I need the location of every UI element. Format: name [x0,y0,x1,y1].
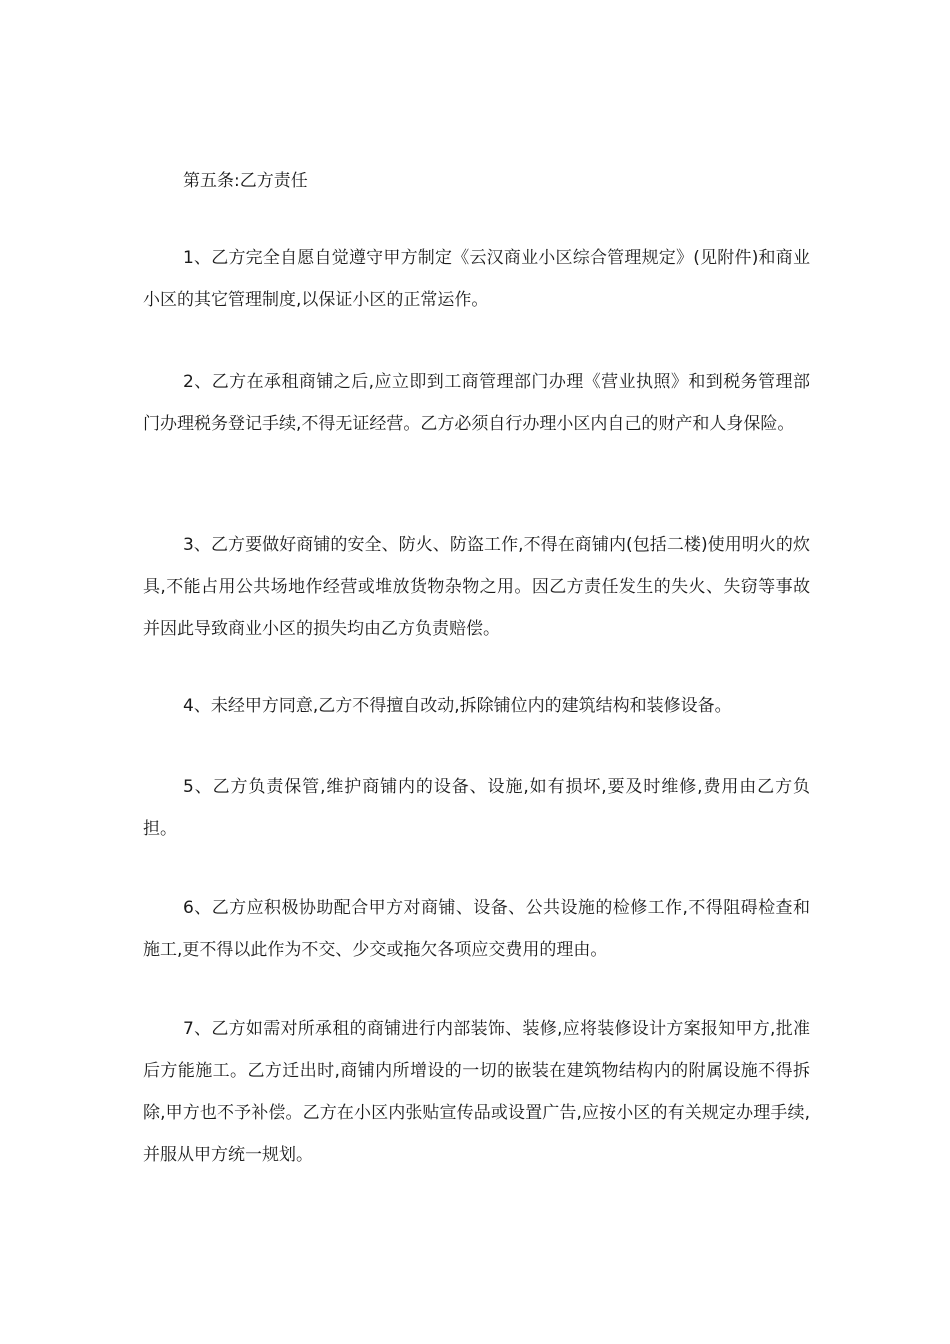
clause-paragraph-3: 3、乙方要做好商铺的安全、防火、防盗工作,不得在商铺内(包括二楼)使用明火的炊具,不能占用公共场地作经营或堆放货物杂物之用。因乙方责任发生的失火、失窃等事故并因此导致商业小区的损失均由乙方负责赔偿。 [143,535,810,639]
clause-paragraph-6: 6、乙方应积极协助配合甲方对商铺、设备、公共设施的检修工作,不得阻碍检查和施工,更不得以此作为不交、少交或拖欠各项应交费用的理由。 [143,898,810,960]
clause-paragraph-7: 7、乙方如需对所承租的商铺进行内部装饰、装修,应将装修设计方案报知甲方,批准后方能施工。乙方迁出时,商铺内所增设的一切的嵌装在建筑物结构内的附属设施不得拆除,甲方也不予补偿。乙方在小区内张贴宣传品或设置广告,应按小区的有关规定办理手续,并服从甲方统一规划。 [143,1019,810,1165]
clause-paragraph-1: 1、乙方完全自愿自觉遵守甲方制定《云汉商业小区综合管理规定》(见附件)和商业小区的其它管理制度,以保证小区的正常运作。 [143,248,810,310]
clause-paragraph-2: 2、乙方在承租商铺之后,应立即到工商管理部门办理《营业执照》和到税务管理部门办理税务登记手续,不得无证经营。乙方必须自行办理小区内自己的财产和人身保险。 [143,372,810,434]
section-heading: 第五条:乙方责任 [183,171,308,191]
clause-paragraph-4: 4、未经甲方同意,乙方不得擅自改动,拆除铺位内的建筑结构和装修设备。 [183,696,732,716]
clause-paragraph-5: 5、乙方负责保管,维护商铺内的设备、设施,如有损坏,要及时维修,费用由乙方负担。 [143,777,810,839]
